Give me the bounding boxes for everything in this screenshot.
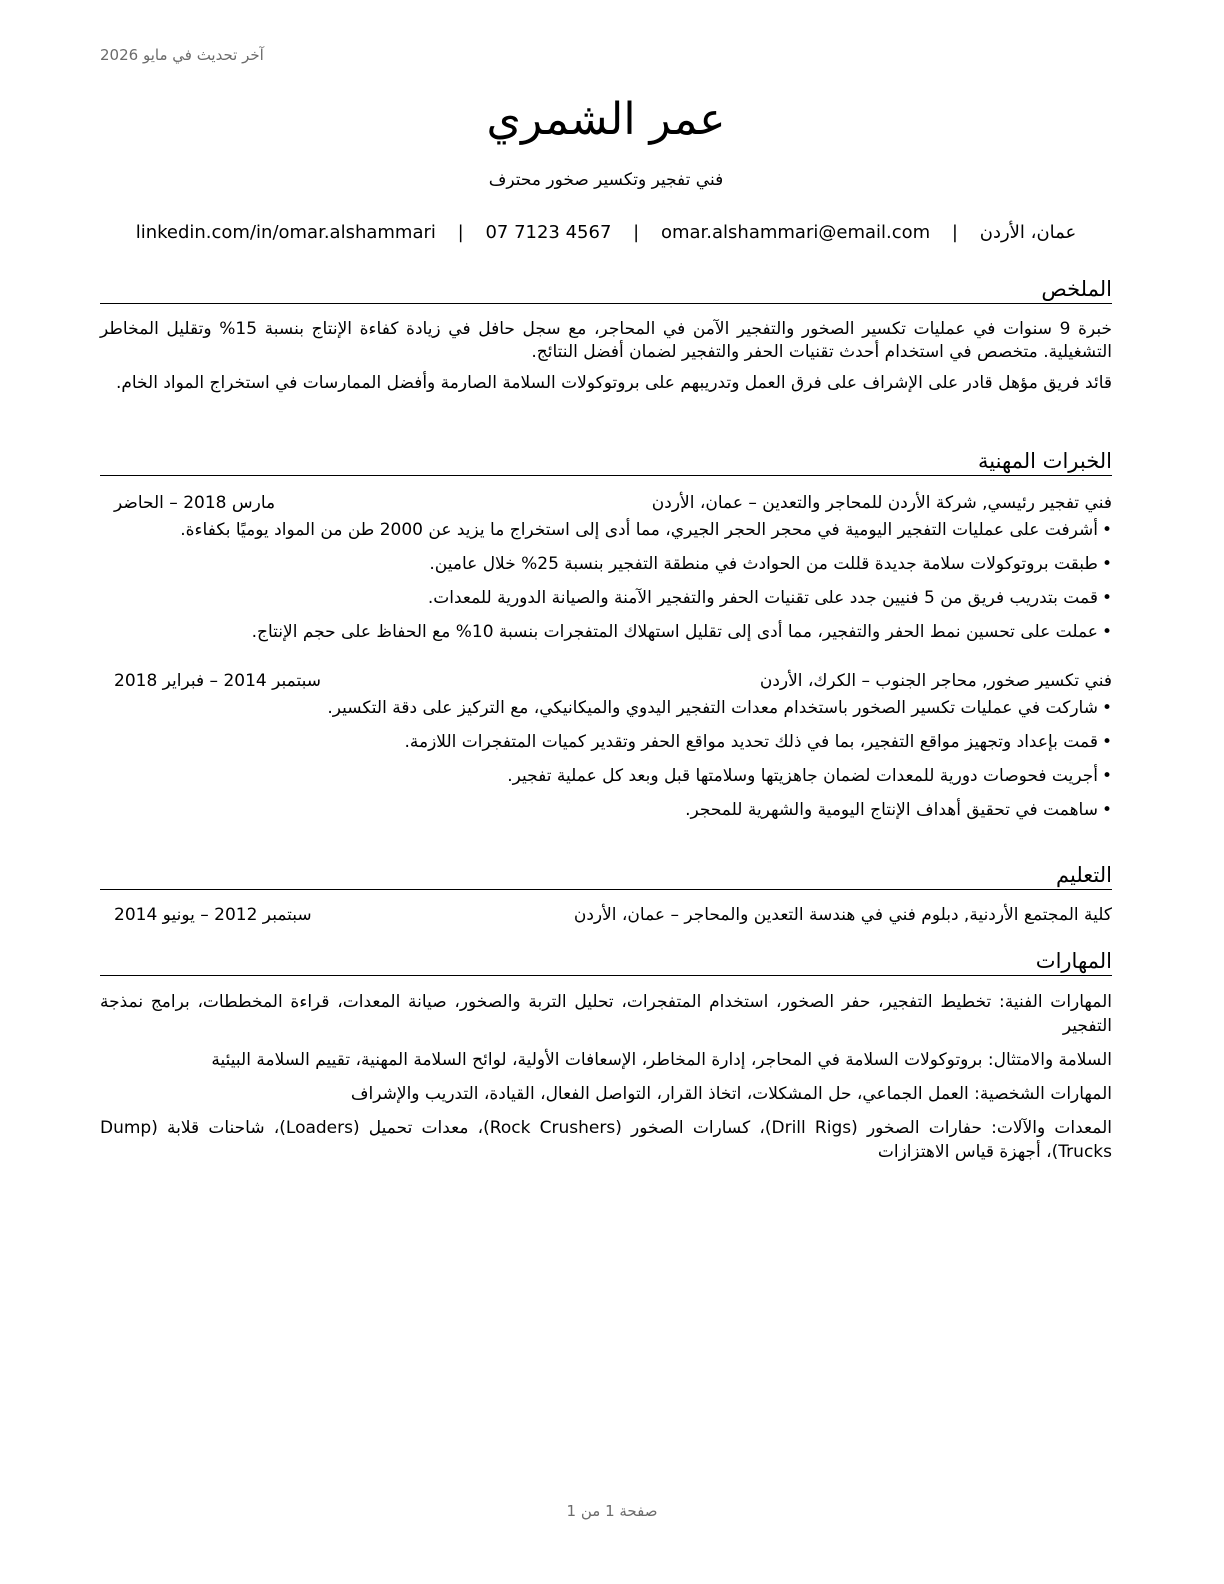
job-bullets bbox=[100, 696, 1112, 822]
contact-line bbox=[100, 222, 1112, 243]
list-item: •أشرفت على عمليات التفجير اليومية في محجر الحجر الجيري، مما أدى إلى استخراج ما يزيد عن 2000 طن من المواد يوميًا بكفاءة. bbox=[180, 520, 1112, 540]
list-item: •قمت بإعداد وتجهيز مواقع التفجير، بما في ذلك تحديد مواقع الحفر وتقدير كميات المتفجرات اللازمة. bbox=[404, 732, 1112, 752]
skills-section bbox=[100, 948, 1112, 1164]
list-item: •عملت على تحسين نمط الحفر والتفجير، مما أدى إلى تقليل استهلاك المتفجرات بنسبة 10% مع الحفاظ على حجم الإنتاج. bbox=[251, 622, 1112, 642]
contact-email[interactable]: omar.alshammari@email.com bbox=[660, 222, 931, 243]
job-role: فني تكسير صخور, محاجر الجنوب – الكرك، الأردن bbox=[759, 671, 1112, 691]
education-entry: كلية المجتمع الأردنية, دبلوم فني في هندسة التعدين والمحاجر – عمان، الأردن bbox=[573, 905, 1112, 925]
summary-paragraph: قائد فريق مؤهل قادر على الإشراف على فرق العمل وتدريبهم على بروتوكولات السلامة الصارمة وأفضل الممارسات في استخراج المواد الخام. bbox=[115, 373, 1112, 393]
job-dates: سبتمبر 2014 – فبراير 2018 bbox=[114, 671, 321, 691]
page-number: صفحة 1 من 1 bbox=[566, 1502, 658, 1520]
list-item: •ساهمت في تحقيق أهداف الإنتاج اليومية والشهرية للمحجر. bbox=[685, 800, 1112, 820]
job-dates: مارس 2018 – الحاضر bbox=[114, 493, 276, 513]
summary-paragraph: خبرة 9 سنوات في عمليات تكسير الصخور والتفجير الآمن في المحاجر، مع سجل حافل في زيادة كفاءة الإنتاج بنسبة 15% وتقليل المخاطر التشغيلية. متخصص في استخدام أحدث تقنيات الحفر والتفجير لضمان أفضل النتائج. bbox=[100, 319, 1112, 362]
skill-line: المهارات الفنية: تخطيط التفجير، حفر الصخور، استخدام المتفجرات، تحليل التربة والصخور، صيانة المعدات، قراءة المخططات، برامج نمذجة التفجير bbox=[100, 992, 1112, 1036]
section-heading-experience: الخبرات المهنية bbox=[100, 448, 1112, 476]
contact-linkedin[interactable]: linkedin.com/in/omar.alshammari bbox=[135, 222, 436, 243]
list-item: •شاركت في عمليات تكسير الصخور باستخدام معدات التفجير اليدوي والميكانيكي، مع التركيز على دقة التكسير. bbox=[327, 698, 1112, 718]
contact-separator: | bbox=[951, 222, 958, 243]
contact-phone: 07 7123 4567 bbox=[485, 222, 612, 243]
job-entry bbox=[100, 670, 1112, 822]
skill-line: المعدات والآلات: حفارات الصخور (Drill Rigs)، كسارات الصخور (Rock Crushers)، معدات تحميل (Loaders)، شاحنات قلابة (Dump Trucks)، أجهزة قياس الاهتزازات bbox=[100, 1118, 1112, 1162]
experience-section bbox=[100, 448, 1112, 822]
candidate-name: عمر الشمري bbox=[486, 94, 726, 145]
summary-section bbox=[100, 276, 1112, 395]
education-section bbox=[100, 862, 1112, 926]
section-heading-skills: المهارات bbox=[100, 948, 1112, 976]
section-heading-summary: الملخص bbox=[100, 276, 1112, 304]
last-updated: آخر تحديث في مايو 2026 bbox=[100, 46, 264, 64]
list-item: •قمت بتدريب فريق من 5 فنيين جدد على تقنيات الحفر والتفجير الآمنة والصيانة الدورية للمعدات. bbox=[427, 588, 1112, 608]
education-dates: سبتمبر 2012 – يونيو 2014 bbox=[114, 905, 312, 925]
skill-line: المهارات الشخصية: العمل الجماعي، حل المشكلات، اتخاذ القرار، التواصل الفعال، القيادة، التدريب والإشراف bbox=[350, 1084, 1112, 1104]
candidate-title: فني تفجير وتكسير صخور محترف bbox=[488, 170, 724, 190]
list-item: •طبقت بروتوكولات سلامة جديدة قللت من الحوادث في منطقة التفجير بنسبة 25% خلال عامين. bbox=[429, 554, 1112, 574]
contact-location: عمان، الأردن bbox=[979, 222, 1077, 243]
job-entry bbox=[100, 492, 1112, 644]
job-bullets bbox=[100, 518, 1112, 644]
job-role: فني تفجير رئيسي, شركة الأردن للمحاجر والتعدين – عمان، الأردن bbox=[651, 493, 1112, 513]
skill-line: السلامة والامتثال: بروتوكولات السلامة في المحاجر، إدارة المخاطر، الإسعافات الأولية، لوائح السلامة المهنية، تقييم السلامة البيئية bbox=[211, 1050, 1112, 1070]
contact-separator: | bbox=[457, 222, 464, 243]
list-item: •أجريت فحوصات دورية للمعدات لضمان جاهزيتها وسلامتها قبل وبعد كل عملية تفجير. bbox=[507, 766, 1112, 786]
contact-separator: | bbox=[633, 222, 640, 243]
section-heading-education: التعليم bbox=[100, 862, 1112, 890]
